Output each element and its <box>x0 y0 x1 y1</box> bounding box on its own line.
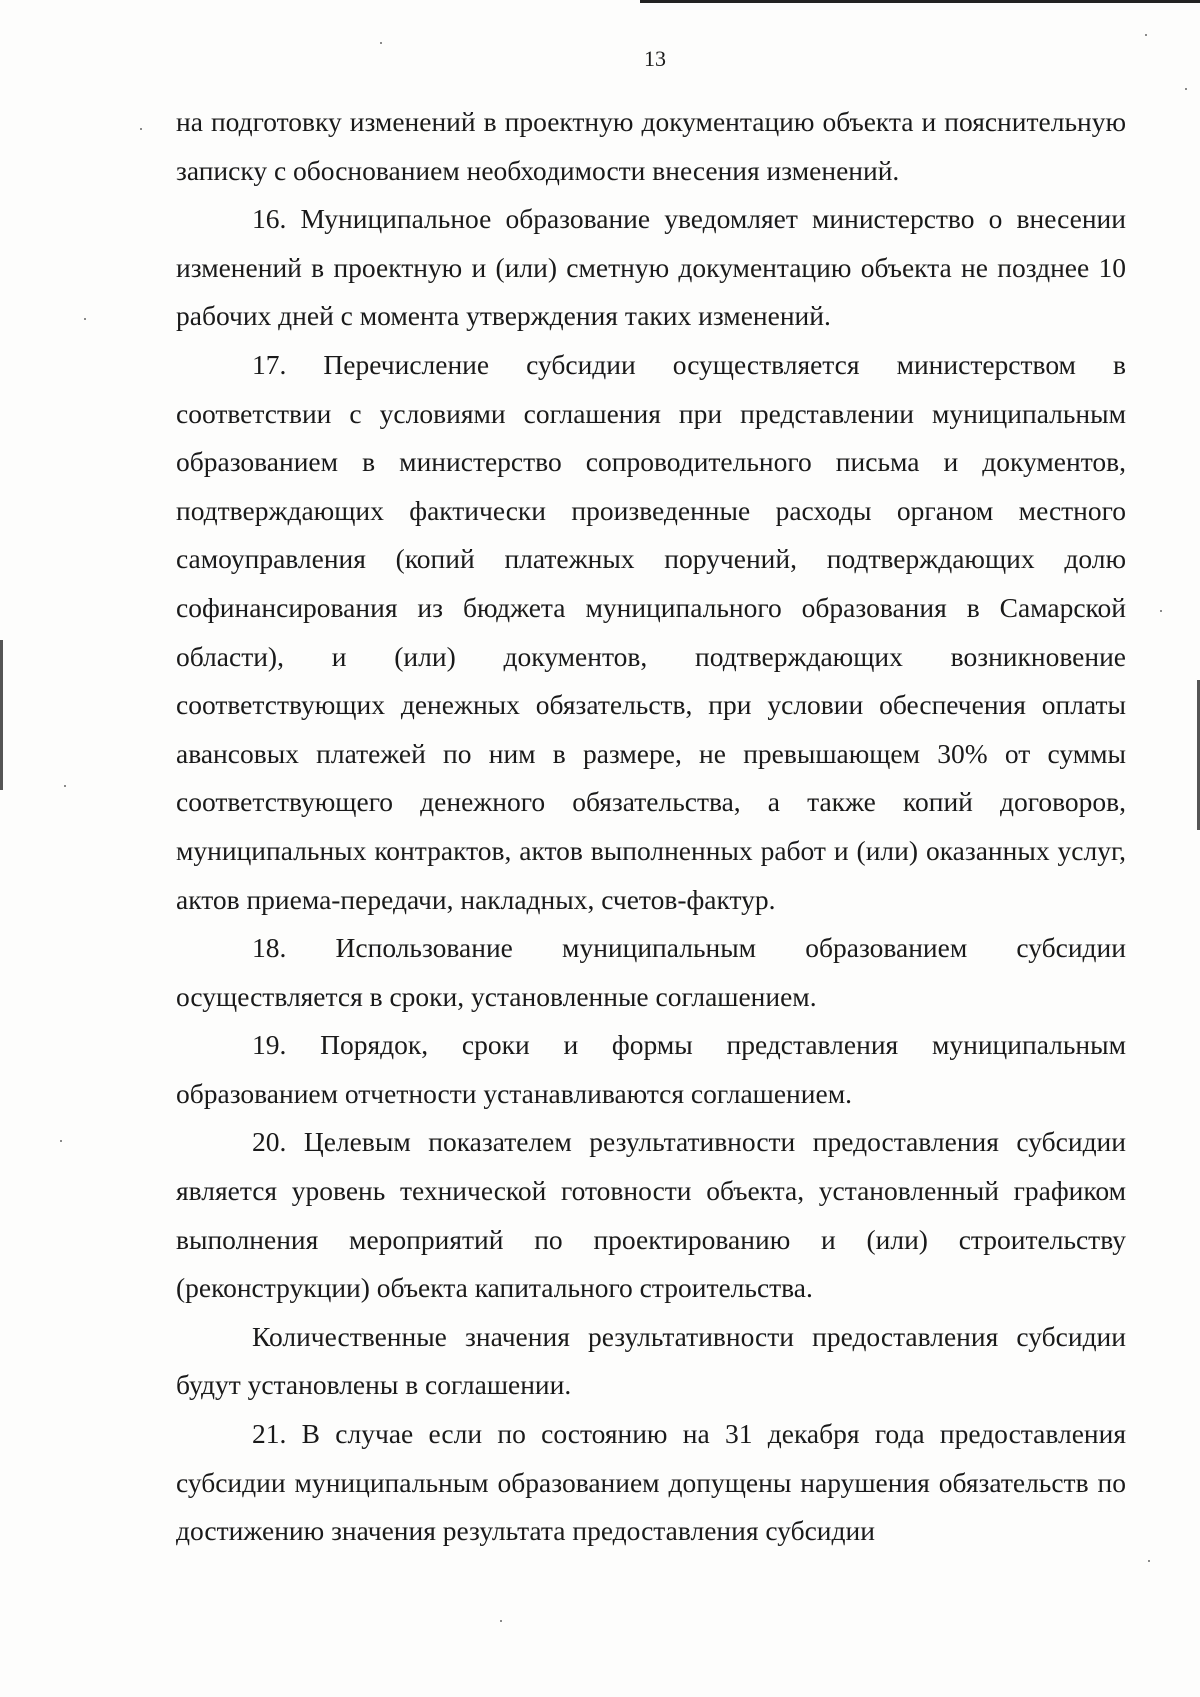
paragraph: Количественные значения результативности предоставления субсидии будут установлены в соглашении. <box>176 1320 1126 1401</box>
paragraph: 20. Целевым показателем результативности предоставления субсидии является уровень технической готовности объекта, установленный графиком выполнения мероприятий по проектированию и (или) строительству (реконструкции) объекта капитального строительства. <box>176 1126 1126 1304</box>
paragraph: 18. Использование муниципальным образованием субсидии осуществляется в сроки, установленные соглашением. <box>176 932 1126 1012</box>
paragraph: на подготовку изменений в проектную документацию объекта и пояснительную записку с обоснованием необходимости внесения изменений. <box>176 106 1126 186</box>
page-number: 13 <box>644 46 666 71</box>
scan-speck <box>64 785 66 787</box>
document-body <box>176 98 1126 1556</box>
scan-speck <box>60 1140 62 1142</box>
scan-speck <box>380 42 382 44</box>
scan-speck <box>84 318 86 320</box>
scan-left-edge-mark <box>0 640 3 790</box>
scan-speck <box>1145 34 1147 36</box>
paragraph: 16. Муниципальное образование уведомляет министерство о внесении изменений в проектную и (или) сметную документацию объекта не позднее 10 рабочих дней с момента утверждения таких изменений. <box>176 203 1126 332</box>
scan-speck <box>1148 1560 1150 1562</box>
scan-speck <box>140 128 142 130</box>
scan-top-edge-line <box>640 0 1200 3</box>
scan-speck <box>500 1620 502 1622</box>
paragraph: 19. Порядок, сроки и формы представления муниципальным образованием отчетности устанавливаются соглашением. <box>176 1029 1126 1109</box>
scan-speck <box>1185 88 1187 90</box>
paragraph: 21. В случае если по состоянию на 31 декабря года предоставления субсидии муниципальным образованием допущены нарушения обязательств по достижению значения результата предоставления субсидии <box>176 1418 1126 1547</box>
scan-speck <box>1160 610 1162 612</box>
paragraph: 17. Перечисление субсидии осуществляется министерством в соответствии с условиями соглашения при представлении муниципальным образованием в министерство сопроводительного письма и документов, подтверждающих фактически произведенные расходы органом местного самоуправления (копий платежных поручений, подтверждающих долю софинансирования из бюджета муниципального образования в Самарской области), и (или) документов, подтверждающих возникновение соответствующих денежных обязательств, при условии обеспечения оплаты авансовых платежей по ним в размере, не превышающем 30% от суммы соответствующего денежного обязательства, а также копий договоров, муниципальных контрактов, актов выполненных работ и (или) оказанных услуг, актов приема-передачи, накладных, счетов-фактур. <box>176 348 1126 915</box>
